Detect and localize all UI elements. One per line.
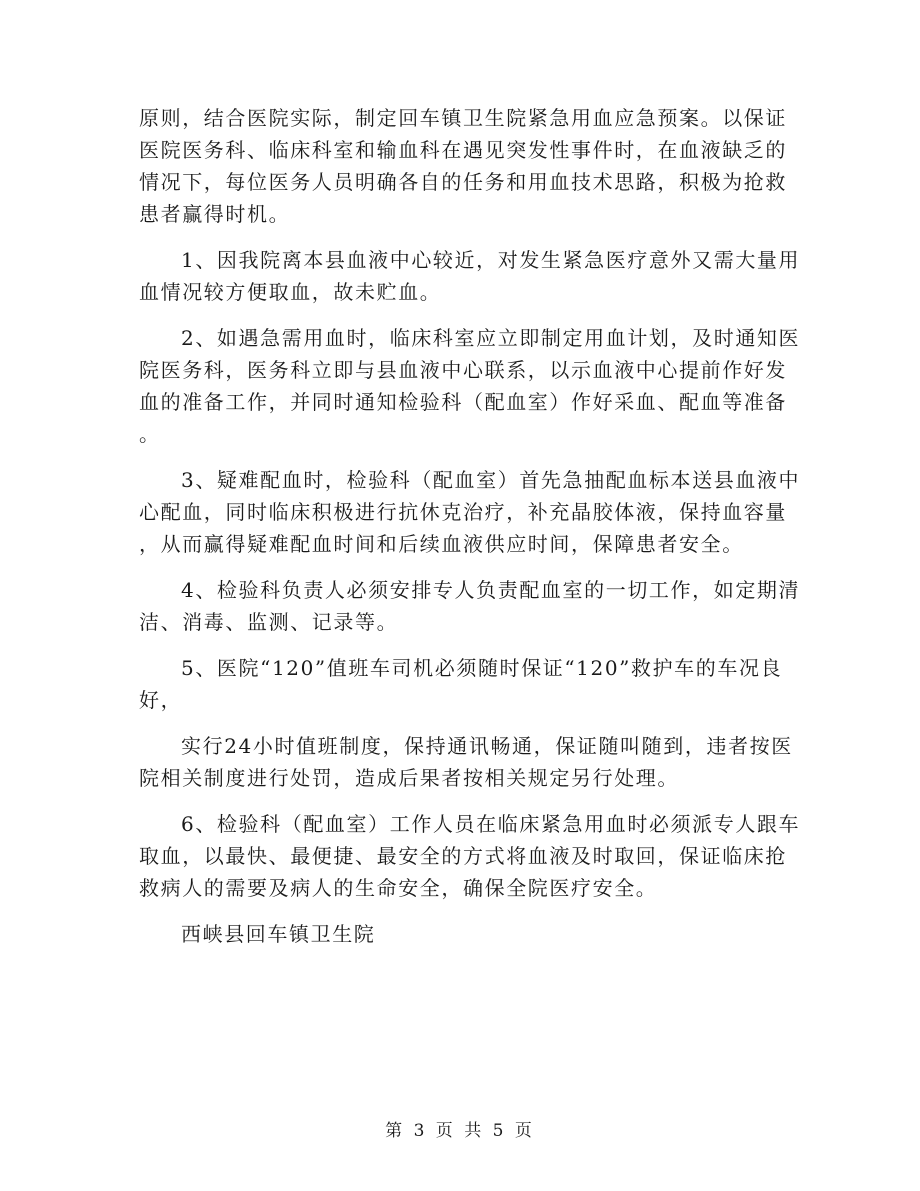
page-number-footer: 第 3 页 共 5 页 bbox=[385, 1121, 535, 1141]
paragraph bbox=[139, 730, 793, 794]
text-line: 。 bbox=[139, 422, 161, 446]
text-line: 救病人的需要及病人的生命安全，确保全院医疗安全。 bbox=[139, 876, 658, 900]
paragraph bbox=[139, 322, 801, 450]
text-line: 原则，结合医院实际，制定回车镇卫生院紧急用血应急预案。以保证 bbox=[139, 106, 787, 130]
text-line: 2、如遇急需用血时，临床科室应立即制定用血计划，及时通知医 bbox=[181, 326, 801, 350]
text-line: 5、医院“120”值班车司机必须随时保证“120”救护车的车况良 bbox=[181, 656, 783, 680]
text-line: 实行24小时值班制度，保持通讯畅通，保证随叫随到，违者按医 bbox=[181, 734, 793, 758]
text-line: 洁、消毒、监测、记录等。 bbox=[139, 610, 399, 634]
paragraph bbox=[139, 244, 801, 308]
text-line: 血情况较方便取血，故未贮血。 bbox=[139, 280, 442, 304]
paragraph bbox=[139, 918, 789, 950]
text-line: 院相关制度进行处罚，造成后果者按相关规定另行处理。 bbox=[139, 766, 679, 790]
text-line: 血的准备工作，并同时通知检验科（配血室）作好采血、配血等准备 bbox=[139, 390, 787, 414]
text-line: 3、疑难配血时，检验科（配血室）首先急抽配血标本送县血液中 bbox=[181, 468, 801, 492]
text-line: 患者赢得时机。 bbox=[139, 202, 291, 226]
paragraph bbox=[139, 464, 801, 560]
text-line: 好， bbox=[139, 688, 183, 712]
text-line: 医院医务科、临床科室和输血科在遇见突发性事件时，在血液缺乏的 bbox=[139, 138, 787, 162]
paragraph bbox=[139, 808, 801, 904]
text-line: 取血，以最快、最便捷、最安全的方式将血液及时取回，保证临床抢 bbox=[139, 844, 787, 868]
paragraph bbox=[139, 574, 801, 638]
text-line: ，从而赢得疑难配血时间和后续血液供应时间，保障患者安全。 bbox=[139, 532, 744, 556]
text-line: 西峡县回车镇卫生院 bbox=[181, 922, 376, 946]
paragraph bbox=[139, 102, 789, 230]
paragraph bbox=[139, 652, 789, 716]
text-line: 6、检验科（配血室）工作人员在临床紧急用血时必须派专人跟车 bbox=[181, 812, 801, 836]
document-body bbox=[139, 102, 801, 964]
text-line: 1、因我院离本县血液中心较近，对发生紧急医疗意外又需大量用 bbox=[181, 248, 801, 272]
text-line: 心配血，同时临床积极进行抗休克治疗，补充晶胶体液，保持血容量 bbox=[139, 500, 787, 524]
text-line: 院医务科，医务科立即与县血液中心联系，以示血液中心提前作好发 bbox=[139, 358, 787, 382]
text-line: 4、检验科负责人必须安排专人负责配血室的一切工作，如定期清 bbox=[181, 578, 801, 602]
text-line: 情况下，每位医务人员明确各自的任务和用血技术思路，积极为抢救 bbox=[139, 170, 787, 194]
